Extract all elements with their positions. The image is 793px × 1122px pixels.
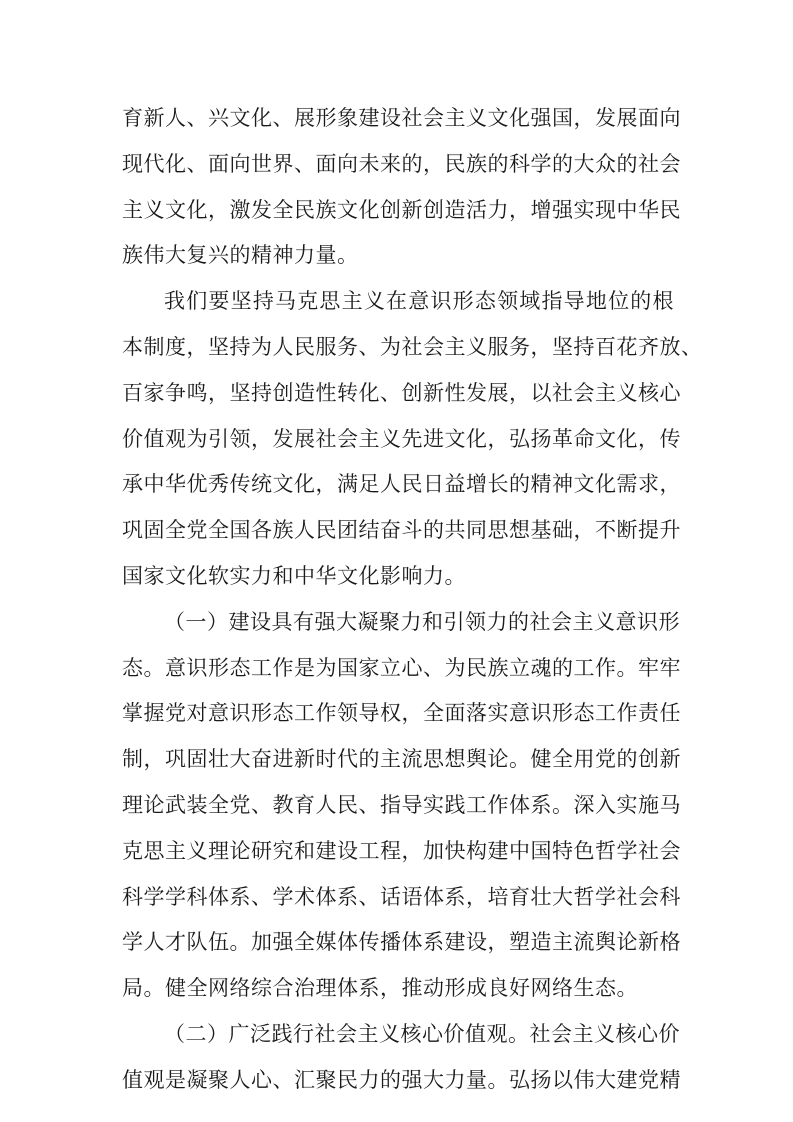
- text-line: 制，巩固壮大奋进新时代的主流思想舆论。健全用党的创新: [122, 747, 681, 772]
- text-line: 主义文化，激发全民族文化创新创造活力，增强实现中华民: [122, 197, 681, 222]
- text-line: 本制度，坚持为人民服务、为社会主义服务，坚持百花齐放、: [122, 334, 703, 359]
- text-line: （二）广泛践行社会主义核心价值观。社会主义核心价: [164, 1021, 680, 1046]
- text-line: 我们要坚持马克思主义在意识形态领域指导地位的根: [164, 289, 674, 314]
- text-line: 承中华优秀传统文化，满足人民日益增长的精神文化需求，: [122, 472, 681, 497]
- paragraph: [122, 279, 703, 600]
- document-body: [122, 96, 703, 1104]
- text-line: 育新人、兴文化、展形象建设社会主义文化强国，发展面向: [122, 106, 681, 130]
- text-line: 巩固全党全国各族人民团结奋斗的共同思想基础，不断提升: [122, 518, 681, 543]
- text-line: 值观是凝聚人心、汇聚民力的强大力量。弘扬以伟大建党精: [122, 1067, 681, 1092]
- text-line: 学人才队伍。加强全媒体传播体系建设，塑造主流舆论新格: [122, 930, 681, 955]
- text-line: 现代化、面向世界、面向未来的，民族的科学的大众的社会: [122, 151, 681, 176]
- text-line: 价值观为引领，发展社会主义先进文化，弘扬革命文化，传: [122, 426, 681, 451]
- paragraph: [122, 96, 681, 279]
- text-line: 族伟大复兴的精神力量。: [122, 243, 359, 268]
- text-line: 克思主义理论研究和建设工程，加快构建中国特色哲学社会: [122, 838, 681, 863]
- text-line: （一）建设具有强大凝聚力和引领力的社会主义意识形: [164, 609, 680, 634]
- paragraph: [122, 600, 681, 1012]
- paragraph: [122, 1012, 681, 1104]
- text-line: 科学学科体系、学术体系、话语体系，培育壮大哲学社会科: [122, 884, 681, 909]
- text-line: 局。健全网络综合治理体系，推动形成良好网络生态。: [122, 976, 638, 1001]
- text-line: 百家争鸣，坚持创造性转化、创新性发展，以社会主义核心: [122, 380, 681, 405]
- text-line: 掌握党对意识形态工作领导权，全面落实意识形态工作责任: [122, 701, 681, 726]
- text-line: 理论武装全党、教育人民、指导实践工作体系。深入实施马: [122, 792, 681, 817]
- text-line: 态。意识形态工作是为国家立心、为民族立魂的工作。牢牢: [122, 655, 681, 680]
- text-line: 国家文化软实力和中华文化影响力。: [122, 563, 466, 588]
